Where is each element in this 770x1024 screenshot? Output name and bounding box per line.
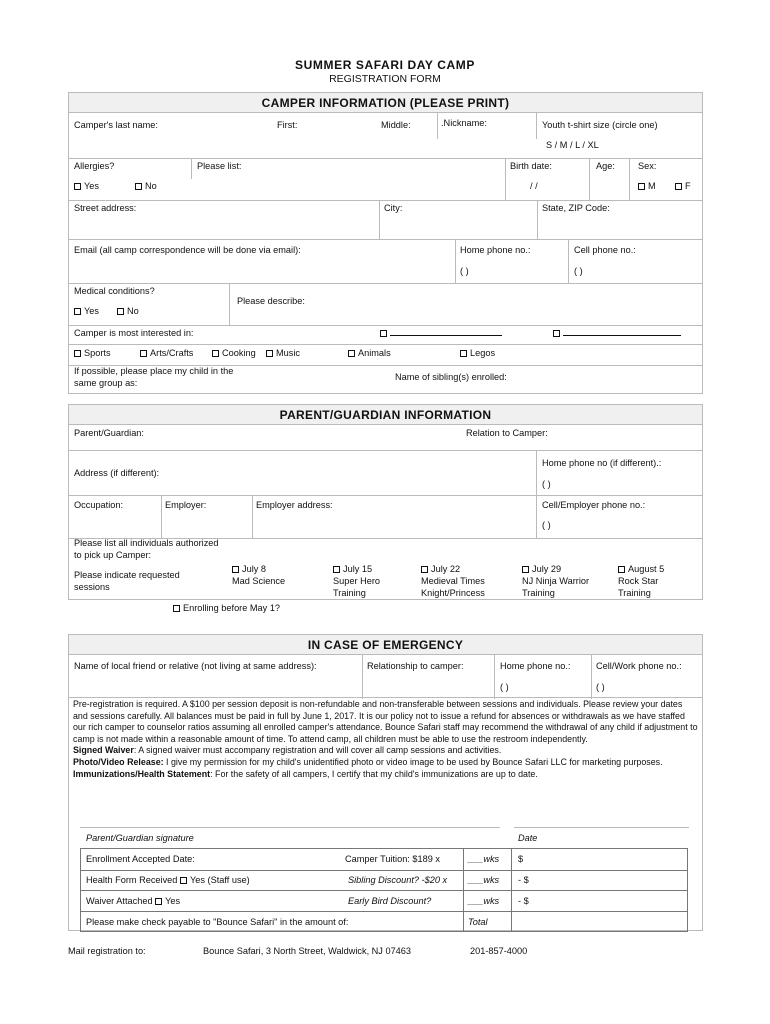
sex-label: Sex:: [638, 161, 657, 171]
sports-checkbox[interactable]: [74, 348, 111, 358]
session-july29-checkbox[interactable]: [522, 563, 604, 599]
tuition-amount-field[interactable]: $: [518, 854, 524, 864]
checkbox-icon: [553, 330, 560, 337]
email-field[interactable]: Email (all camp correspondence will be done via email):: [74, 245, 301, 255]
checkbox-icon: [74, 350, 81, 357]
early-bird-amount-field[interactable]: - $: [518, 896, 529, 906]
blank-line: [390, 327, 502, 336]
waiver-text: : A signed waiver must accompany registration and will cover all camp sessions and activities.: [133, 745, 502, 756]
home-phone-field[interactable]: Home phone no.:: [460, 245, 531, 255]
photo-release-heading: Photo/Video Release:: [73, 756, 164, 767]
checkbox-label: Music: [276, 348, 300, 358]
sibling-amount-field[interactable]: - $: [518, 875, 529, 885]
signature-date-field[interactable]: Date: [518, 833, 538, 843]
check-payable-label: Please make check payable to "Bounce Safari" in the amount of:: [86, 917, 349, 927]
session-date: July 29: [532, 564, 562, 574]
allergies-list-field[interactable]: Please list:: [197, 161, 242, 171]
arts-crafts-checkbox[interactable]: [140, 348, 193, 358]
cell-employer-phone-parens: ( ): [542, 520, 551, 530]
waiver-heading: Signed Waiver: [73, 745, 134, 756]
checkbox-icon: [333, 566, 340, 573]
session-name: Mad Science: [232, 576, 286, 586]
checkbox-icon: [140, 350, 147, 357]
tuition-weeks-field[interactable]: ___wks: [468, 854, 500, 864]
state-zip-field[interactable]: State, ZIP Code:: [542, 203, 610, 213]
photo-release-text: I give my permission for my child's unidentified photo or video image to be used by Bounce Safari LLC for marketing purposes.: [163, 756, 663, 767]
medical-no-checkbox[interactable]: [117, 306, 139, 316]
music-checkbox[interactable]: [266, 348, 300, 358]
session-name: Medieval Times Knight/Princess: [421, 576, 485, 598]
checkbox-label: Yes (Staff use): [189, 875, 250, 885]
checkbox-label: Enrolling before May 1?: [183, 603, 281, 613]
enrollment-accepted-field[interactable]: Enrollment Accepted Date:: [86, 854, 195, 864]
photo-release-statement: [73, 757, 698, 769]
checkbox-icon: [173, 605, 180, 612]
checkbox-label: Yes: [165, 896, 181, 906]
camper-info-heading: CAMPER INFORMATION (PLEASE PRINT): [69, 93, 702, 113]
sibling-field[interactable]: Name of sibling(s) enrolled:: [395, 372, 507, 382]
immunization-statement: [73, 769, 698, 781]
total-label: Total: [468, 917, 488, 927]
sessions-label: Please indicate requested sessions: [74, 570, 180, 592]
home-phone-parens: ( ): [460, 266, 469, 276]
date-line: [514, 827, 689, 828]
contact-phone: 201-857-4000: [470, 946, 528, 956]
medical-label: Medical conditions?: [74, 286, 155, 296]
checkbox-label: F: [685, 181, 691, 191]
cooking-checkbox[interactable]: [212, 348, 256, 358]
occupation-field[interactable]: Occupation:: [74, 500, 124, 510]
camper-tuition-label: Camper Tuition: $189 x: [345, 854, 440, 864]
checkbox-icon: [135, 183, 142, 190]
session-date: July 22: [431, 564, 461, 574]
sibling-weeks-field[interactable]: ___wks: [468, 875, 500, 885]
waiver-attached-label: Waiver Attached: [86, 896, 153, 906]
checkbox-icon: [638, 183, 645, 190]
sibling-discount-label: Sibling Discount? -$20 x: [348, 875, 448, 885]
emergency-cell-phone-field[interactable]: Cell/Work phone no.:: [596, 661, 682, 671]
parent-info-heading: PARENT/GUARDIAN INFORMATION: [69, 405, 702, 425]
tshirt-size-label: Youth t-shirt size (circle one): [542, 120, 658, 130]
birth-date-field[interactable]: Birth date:: [510, 161, 552, 171]
mailing-address: Bounce Safari, 3 North Street, Waldwick, NJ 07463: [203, 946, 412, 956]
blank-line: [563, 327, 681, 336]
terms-text: [73, 699, 698, 780]
cell-employer-phone-field[interactable]: Cell/Employer phone no.:: [542, 500, 646, 510]
checkbox-icon: [180, 877, 187, 884]
session-july22-checkbox[interactable]: [421, 563, 501, 599]
camper-nickname-field[interactable]: .Nickname:: [441, 118, 487, 128]
cell-phone-parens: ( ): [574, 266, 583, 276]
session-july8-checkbox[interactable]: [232, 563, 285, 587]
session-aug5-checkbox[interactable]: [618, 563, 678, 599]
checkbox-label: Yes: [84, 181, 99, 191]
immunization-text: : For the safety of all campers, I certify that my child's immunizations are up to date.: [210, 768, 538, 779]
waiver-statement: [73, 745, 698, 757]
session-july15-checkbox[interactable]: [333, 563, 393, 599]
guardian-home-phone-field[interactable]: Home phone no (if different).:: [542, 458, 662, 468]
pickup-authorized-field[interactable]: Please list all individuals authorized to pick up Camper:: [74, 538, 219, 560]
checkbox-icon: [74, 183, 81, 190]
checkbox-icon: [74, 308, 81, 315]
city-field[interactable]: City:: [384, 203, 403, 213]
employer-address-field[interactable]: Employer address:: [256, 500, 333, 510]
signature-line: [80, 827, 500, 828]
waiver-attached[interactable]: [86, 896, 180, 906]
emergency-friend-field[interactable]: Name of local friend or relative (not living at same address):: [74, 661, 317, 671]
legos-checkbox[interactable]: [460, 348, 495, 358]
checkbox-label: M: [648, 181, 656, 191]
street-address-field[interactable]: Street address:: [74, 203, 137, 213]
medical-yes-checkbox[interactable]: [74, 306, 99, 316]
signature-field[interactable]: Parent/Guardian signature: [86, 833, 194, 843]
checkbox-label: Legos: [470, 348, 496, 358]
animals-checkbox[interactable]: [348, 348, 391, 358]
terms-paragraph: Pre-registration is required. A $100 per session deposit is non-refundable and non-transferable between sessions and individuals. Please review your dates and sessions carefully. All balances must be paid in full by June 1, 2017. It is our policy not to issue a refund for absences or withdrawals as we have staffed our rich camper to counselor ratios assuming all enrolled camper's attendance. Bounce Safari staff may recommend the withdrawal of any child if adjustment to camp is not made within a reasonable amount of time. To attend camp, all children must be able to use the restroom independently.: [73, 699, 698, 744]
session-name: NJ Ninja Warrior Training: [522, 576, 590, 598]
checkbox-label: Cooking: [222, 348, 256, 358]
medical-describe-field[interactable]: Please describe:: [237, 296, 305, 306]
birth-date-slashes: / /: [530, 181, 538, 191]
checkbox-icon: [618, 566, 625, 573]
checkbox-icon: [155, 898, 162, 905]
checkbox-label: No: [145, 181, 157, 191]
emergency-heading: IN CASE OF EMERGENCY: [69, 635, 702, 655]
guardian-name-field[interactable]: Parent/Guardian:: [74, 428, 144, 438]
emergency-home-phone-parens: ( ): [500, 682, 509, 692]
interested-label: Camper is most interested in:: [74, 328, 194, 338]
guardian-home-phone-parens: ( ): [542, 479, 551, 489]
checkbox-icon: [675, 183, 682, 190]
checkbox-icon: [421, 566, 428, 573]
health-form-received[interactable]: [86, 875, 250, 885]
session-date: July 8: [242, 564, 267, 574]
allergies-label: Allergies?: [74, 161, 115, 171]
session-date: July 15: [343, 564, 373, 574]
checkbox-icon: [117, 308, 124, 315]
form-subtitle: REGISTRATION FORM: [329, 73, 441, 85]
interest-other-1-checkbox[interactable]: [380, 327, 502, 338]
employer-field[interactable]: Employer:: [165, 500, 207, 510]
interest-other-2-checkbox[interactable]: [553, 327, 681, 338]
sex-f-checkbox[interactable]: [675, 181, 691, 191]
mail-registration-label: Mail registration to:: [68, 946, 146, 956]
checkbox-icon: [212, 350, 219, 357]
emergency-cell-phone-parens: ( ): [596, 682, 605, 692]
checkbox-icon: [522, 566, 529, 573]
early-bird-label: Early Bird Discount?: [348, 896, 432, 906]
sex-m-checkbox[interactable]: [638, 181, 656, 191]
session-name: Super Hero Training: [333, 576, 380, 598]
age-field[interactable]: Age:: [596, 161, 615, 171]
emergency-home-phone-field[interactable]: Home phone no.:: [500, 661, 571, 671]
emergency-relationship-field[interactable]: Relationship to camper:: [367, 661, 464, 671]
relation-field[interactable]: Relation to Camper:: [466, 428, 548, 438]
immunization-heading: Immunizations/Health Statement: [73, 768, 211, 779]
guardian-address-field[interactable]: Address (if different):: [74, 468, 160, 478]
early-bird-weeks-field[interactable]: ___wks: [468, 896, 500, 906]
camper-middle-name-field[interactable]: Middle:: [381, 120, 411, 130]
camper-last-name-field[interactable]: Camper's last name:: [74, 120, 158, 130]
checkbox-icon: [460, 350, 467, 357]
form-title: SUMMER SAFARI DAY CAMP: [295, 58, 475, 72]
same-group-field[interactable]: If possible, please place my child in the same group as:: [74, 366, 234, 388]
checkbox-label: Arts/Crafts: [150, 348, 194, 358]
checkbox-icon: [266, 350, 273, 357]
checkbox-icon: [380, 330, 387, 337]
session-name: Rock Star Training: [618, 576, 659, 598]
allergies-yes-checkbox[interactable]: [74, 181, 99, 191]
session-date: August 5: [628, 564, 665, 574]
camper-first-name-field[interactable]: First:: [277, 120, 298, 130]
checkbox-label: No: [127, 306, 139, 316]
tshirt-size-options[interactable]: S / M / L / XL: [546, 140, 599, 150]
allergies-no-checkbox[interactable]: [135, 181, 157, 191]
checkbox-label: Sports: [84, 348, 111, 358]
checkbox-icon: [348, 350, 355, 357]
health-form-label: Health Form Received: [86, 875, 178, 885]
checkbox-label: Animals: [358, 348, 391, 358]
checkbox-icon: [232, 566, 239, 573]
checkbox-label: Yes: [84, 306, 99, 316]
cell-phone-field[interactable]: Cell phone no.:: [574, 245, 636, 255]
enrolling-before-checkbox[interactable]: [173, 603, 280, 613]
